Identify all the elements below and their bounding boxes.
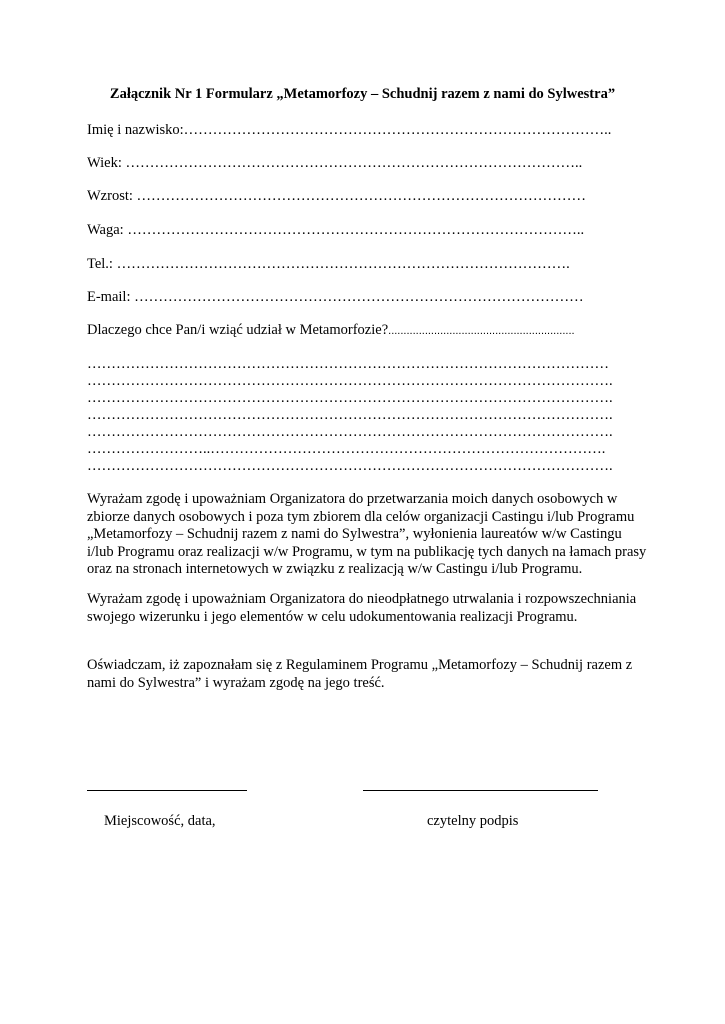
height-field[interactable] [87, 188, 586, 205]
motivation-question[interactable] [87, 322, 575, 339]
answer-line[interactable]: ………………………………………………………………………………………………. [87, 390, 613, 406]
phone-field[interactable] [87, 256, 570, 273]
weight-field[interactable] [87, 222, 584, 239]
motivation-dots: ............................................................. [388, 325, 575, 337]
signature-line[interactable] [363, 790, 598, 791]
name-field[interactable] [87, 122, 611, 139]
answer-line[interactable]: ………………………………………………………………………………………………. [87, 407, 613, 423]
email-label: E-mail: [87, 289, 135, 305]
answer-line[interactable]: ………………………………………………………………………………………………. [87, 458, 613, 474]
phone-dots: …………………………………………………………………………………. [116, 256, 570, 272]
place-date-label: Miejscowość, data, [104, 813, 216, 829]
regulations-statement: Oświadczam, iż zapoznałam się z Regulaminem Programu „Metamorfozy – Schudnij razem z nami do Sylwestra” i wyrażam zgodę na jego treść. [87, 657, 633, 691]
email-dots: ………………………………………………………………………………… [134, 289, 584, 305]
answer-line[interactable]: ……………………..………………………………………………………………………. [87, 441, 606, 457]
answer-line[interactable]: ……………………………………………………………………………………………… [87, 356, 609, 372]
age-field[interactable] [87, 155, 582, 172]
email-field[interactable] [87, 289, 584, 306]
name-dots: …………………………………………………………………………….. [183, 122, 612, 138]
signature-label: czytelny podpis [427, 813, 519, 829]
data-processing-consent: Wyrażam zgodę i upoważniam Organizatora do przetwarzania moich danych osobowych w zbiorze danych osobowych i poza tym zbiorem dla celów organizacji Castingu i/lub Programu „Metamorfozy – Schudnij razem z nami do Sylwestra”, wyłonienia laureatów w/w Castingu i/lub Programu oraz realizacji w/w Programu, w tym na publikację tych danych na łamach prasy oraz na stronach internetowych w związku z realizacją w/w Castingu i/lub Programu. [87, 491, 647, 577]
motivation-label: Dlaczego chce Pan/i wziąć udział w Metamorfozie? [87, 322, 389, 338]
name-label: Imię i nazwisko: [87, 122, 184, 138]
weight-dots: ………………………………………………………………………………….. [127, 222, 585, 238]
height-dots: ………………………………………………………………………………… [136, 188, 587, 204]
phone-label: Tel.: [87, 256, 117, 272]
answer-line[interactable]: ………………………………………………………………………………………………. [87, 373, 613, 389]
form-title: Załącznik Nr 1 Formularz „Metamorfozy – Schudnij razem z nami do Sylwestra” [109, 86, 616, 102]
height-label: Wzrost: [87, 188, 137, 204]
answer-line[interactable]: ………………………………………………………………………………………………. [87, 424, 613, 440]
age-dots: ………………………………………………………………………………….. [125, 155, 583, 171]
place-date-line[interactable] [87, 790, 247, 791]
weight-label: Waga: [87, 222, 128, 238]
image-consent: Wyrażam zgodę i upoważniam Organizatora do nieodpłatnego utrwalania i rozpowszechniania swojego wizerunku i jego elementów w celu udokumentowania realizacji Programu. [87, 591, 637, 625]
age-label: Wiek: [87, 155, 126, 171]
